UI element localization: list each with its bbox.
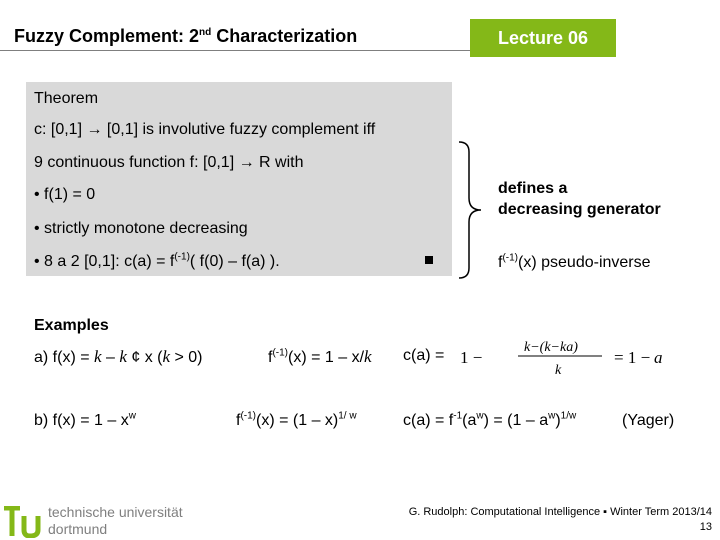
svg-text:= 1 −: = 1 −: [614, 348, 651, 367]
svg-text:k: k: [555, 363, 562, 378]
tu-logo-icon: [2, 506, 42, 538]
theorem-line-2: 9 continuous function f: [0,1] → R with: [34, 154, 304, 171]
right-brace-icon: [455, 140, 495, 280]
example-a-function: a) f(x) = k – k ¢ x (k > 0): [34, 347, 203, 366]
example-a-formula: [458, 336, 668, 380]
theorem-box: [26, 82, 452, 276]
defines-line-1: defines a: [498, 180, 568, 197]
footer-credit: [409, 505, 712, 535]
svg-text:a: a: [654, 348, 663, 367]
logo-text-line-1: technische universität: [48, 504, 183, 520]
title-underline: [0, 50, 470, 51]
university-logo: [0, 500, 200, 540]
svg-text:k−(k−ka): k−(k−ka): [524, 340, 578, 355]
theorem-bullet-1: • f(1) = 0: [34, 186, 96, 203]
lecture-badge: Lecture 06: [470, 19, 616, 57]
pseudo-inverse-note: $f^{(-1)}(x)$ pseudo-inverse: [498, 252, 651, 271]
example-b-function: b) $f(x) = 1 - x^w$: [34, 410, 136, 429]
examples-heading: Examples: [34, 317, 109, 334]
theorem-line-1: c: [0,1] → [0,1] is involutive fuzzy complement iff: [34, 121, 376, 138]
footer-credit-text: G. Rudolph: Computational Intelligence ▪ Winter Term 2013/14: [408, 506, 712, 518]
svg-text:1 −: 1 −: [460, 348, 483, 367]
qed-square: [425, 256, 433, 264]
theorem-heading: Theorem: [34, 90, 99, 107]
example-a-complement-label: c(a) =: [403, 347, 445, 364]
example-a-inverse: $f^{(-1)}(x) = 1 - x/k$: [268, 347, 372, 366]
defines-line-2: decreasing generator: [498, 201, 661, 218]
theorem-bullet-2: • strictly monotone decreasing: [34, 220, 248, 237]
logo-text-line-2: dortmund: [48, 521, 108, 537]
slide-title: Fuzzy Complement: 2nd Characterization: [14, 26, 358, 46]
theorem-bullet-3: • 8 a 2 [0,1]: $c(a) = f^{(-1)}$( f(0) – f(a) ).: [34, 251, 280, 270]
page-number: 13: [699, 521, 712, 533]
example-b-complement: $c(a) = f^{-1}(a^w) = (1 - a^w)^{1/w}$: [403, 410, 577, 429]
yager-label: (Yager): [622, 412, 675, 429]
example-b-inverse: $f^{(-1)}(x) = (1 - x)^{1/ w}$: [236, 410, 357, 429]
